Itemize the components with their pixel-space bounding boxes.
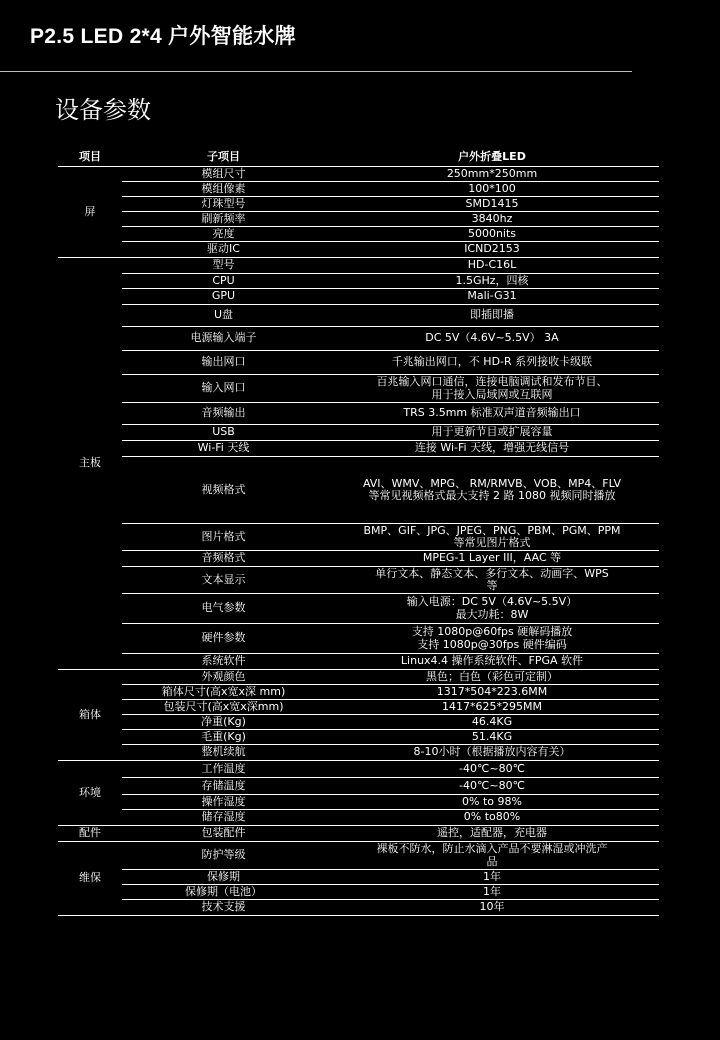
value-line: DC 5V（4.6V~5.5V） 3A bbox=[425, 331, 559, 345]
group-label: 配件 bbox=[58, 826, 122, 842]
value-line: 0% to80% bbox=[463, 810, 521, 824]
value-cell bbox=[325, 730, 659, 745]
title-divider bbox=[0, 71, 632, 72]
value-cell bbox=[325, 457, 659, 524]
value-line: 遥控，适配器，充电器 bbox=[437, 826, 547, 840]
value-line: BMP、GIF、JPG、JPEG、PNG、PBM、PGM、PPM bbox=[363, 523, 621, 537]
value-line: 46.4KG bbox=[471, 714, 513, 728]
table-row bbox=[58, 761, 659, 778]
value-line: 裸板不防水，防止水滴入产品不要淋湿或冲洗产 bbox=[376, 842, 608, 855]
table-row bbox=[58, 730, 659, 745]
table-row bbox=[58, 351, 659, 375]
value-line: 8-10小时（根据播放内容有关） bbox=[413, 745, 571, 759]
value-line-2: 等 bbox=[486, 579, 498, 592]
value-line: 100*100 bbox=[468, 181, 516, 195]
subitem-cell: 工作温度 bbox=[122, 761, 325, 778]
value-line: 单行文本、静态文本、多行文本、动画字、WPS bbox=[375, 566, 609, 580]
subitem-cell: 型号 bbox=[122, 258, 325, 274]
subitem-cell: 视频格式 bbox=[122, 457, 325, 524]
table-row bbox=[58, 258, 659, 274]
value-cell bbox=[325, 524, 659, 551]
value-cell bbox=[325, 810, 659, 826]
table-row bbox=[58, 524, 659, 551]
table-row bbox=[58, 551, 659, 567]
value-cell bbox=[325, 167, 659, 182]
table-row bbox=[58, 457, 659, 524]
subitem-cell: 输入网口 bbox=[122, 375, 325, 403]
value-cell bbox=[325, 351, 659, 375]
value-cell bbox=[325, 327, 659, 351]
group-label: 环境 bbox=[58, 761, 122, 826]
value-line: 1317*504*223.6MM bbox=[436, 684, 548, 698]
value-line-2: 等常见视频格式最大支持 2 路 1080 视频同时播放 bbox=[368, 489, 616, 502]
subitem-cell: 包装配件 bbox=[122, 826, 325, 842]
subitem-cell: 包装尺寸(高x宽x深mm) bbox=[122, 700, 325, 715]
subitem-cell: 操作湿度 bbox=[122, 795, 325, 810]
table-row bbox=[58, 274, 659, 289]
table-row bbox=[58, 441, 659, 457]
value-cell bbox=[325, 594, 659, 624]
subitem-cell: Wi-Fi 天线 bbox=[122, 441, 325, 457]
subitem-cell: 保修期 bbox=[122, 870, 325, 885]
value-cell bbox=[325, 197, 659, 212]
value-cell bbox=[325, 670, 659, 685]
value-line: Mali-G31 bbox=[467, 289, 517, 303]
value-cell bbox=[325, 654, 659, 670]
table-row bbox=[58, 685, 659, 700]
subitem-cell: 亮度 bbox=[122, 227, 325, 242]
table-row bbox=[58, 403, 659, 425]
page-title: P2.5 LED 2*4 户外智能水牌 bbox=[30, 25, 296, 48]
value-cell bbox=[325, 700, 659, 715]
value-cell bbox=[325, 685, 659, 700]
value-cell bbox=[325, 778, 659, 795]
value-cell bbox=[325, 305, 659, 327]
subitem-cell: 净重(Kg) bbox=[122, 715, 325, 730]
subitem-cell: 系统软件 bbox=[122, 654, 325, 670]
table-row bbox=[58, 826, 659, 842]
value-line: -40℃~80℃ bbox=[459, 761, 525, 775]
table-row bbox=[58, 567, 659, 594]
value-cell bbox=[325, 624, 659, 654]
table-row bbox=[58, 375, 659, 403]
table-row bbox=[58, 305, 659, 327]
subitem-cell: 毛重(Kg) bbox=[122, 730, 325, 745]
value-line: 10年 bbox=[479, 900, 505, 914]
value-line: -40℃~80℃ bbox=[459, 778, 525, 792]
value-cell bbox=[325, 258, 659, 274]
table-row bbox=[58, 900, 659, 916]
value-line: MPEG-1 Layer III，AAC 等 bbox=[422, 551, 562, 565]
value-line-2: 品 bbox=[486, 854, 498, 868]
subitem-cell: 整机续航 bbox=[122, 745, 325, 761]
value-cell bbox=[325, 761, 659, 778]
subitem-cell: 音频输出 bbox=[122, 403, 325, 425]
value-line: 连接 Wi-Fi 天线，增强无线信号 bbox=[414, 441, 570, 455]
value-cell bbox=[325, 567, 659, 594]
value-line: TRS 3.5mm 标准双声道音频输出口 bbox=[403, 406, 581, 420]
value-line: HD-C16L bbox=[467, 258, 517, 272]
value-cell bbox=[325, 826, 659, 842]
subitem-cell: GPU bbox=[122, 289, 325, 305]
value-line: 1年 bbox=[483, 884, 501, 898]
value-cell bbox=[325, 842, 659, 870]
table-row bbox=[58, 624, 659, 654]
group-label: 主板 bbox=[58, 258, 122, 670]
value-line: 0% to 98% bbox=[462, 794, 522, 808]
group-label: 箱体 bbox=[58, 670, 122, 761]
value-line-2: 最大功耗：8W bbox=[455, 607, 529, 621]
value-cell bbox=[325, 870, 659, 885]
table-row bbox=[58, 167, 659, 182]
value-cell bbox=[325, 375, 659, 403]
value-line: ICND2153 bbox=[464, 242, 520, 256]
spec-table bbox=[58, 148, 659, 916]
value-cell bbox=[325, 182, 659, 197]
subitem-cell: 图片格式 bbox=[122, 524, 325, 551]
value-line-2: 用于接入局域网或互联网 bbox=[431, 387, 553, 401]
spec-table-body bbox=[58, 167, 659, 916]
value-cell bbox=[325, 795, 659, 810]
subitem-cell: 灯珠型号 bbox=[122, 197, 325, 212]
value-line: Linux4.4 操作系统软件、FPGA 软件 bbox=[400, 654, 584, 668]
value-cell bbox=[325, 551, 659, 567]
subitem-cell: 硬件参数 bbox=[122, 624, 325, 654]
value-cell bbox=[325, 212, 659, 227]
subitem-cell: 文本显示 bbox=[122, 567, 325, 594]
subitem-cell: 音频格式 bbox=[122, 551, 325, 567]
subitem-cell: 刷新频率 bbox=[122, 212, 325, 227]
value-line: 1年 bbox=[483, 869, 501, 883]
value-line: 51.4KG bbox=[471, 729, 513, 743]
table-row bbox=[58, 327, 659, 351]
subitem-cell: 输出网口 bbox=[122, 351, 325, 375]
header-product: 户外折叠LED bbox=[325, 148, 659, 167]
subitem-cell: 技术支援 bbox=[122, 900, 325, 916]
header-item: 项目 bbox=[58, 148, 122, 167]
table-row bbox=[58, 182, 659, 197]
value-line: 1417*625*295MM bbox=[442, 699, 542, 713]
table-row bbox=[58, 670, 659, 685]
value-line: 5000nits bbox=[467, 226, 517, 240]
value-line-2: 等常见图片格式 bbox=[453, 536, 531, 549]
table-row bbox=[58, 197, 659, 212]
value-line: AVI、WMV、MPG、 RM/RMVB、VOB、MP4、FLV bbox=[362, 476, 622, 490]
table-row bbox=[58, 795, 659, 810]
table-row bbox=[58, 778, 659, 795]
value-line: 百兆输入网口通信，连接电脑调试和发布节目、 bbox=[376, 375, 608, 388]
section-heading: 设备参数 bbox=[55, 96, 151, 124]
table-row bbox=[58, 870, 659, 885]
value-line: 用于更新节目或扩展容量 bbox=[431, 425, 553, 439]
value-cell bbox=[325, 242, 659, 258]
table-row bbox=[58, 810, 659, 826]
table-row bbox=[58, 242, 659, 258]
table-row bbox=[58, 842, 659, 870]
table-row bbox=[58, 425, 659, 441]
value-line: 3840hz bbox=[471, 211, 513, 225]
value-cell bbox=[325, 745, 659, 761]
table-header-row bbox=[58, 148, 659, 167]
subitem-cell: 防护等级 bbox=[122, 842, 325, 870]
table-row bbox=[58, 212, 659, 227]
value-line: 1.5GHz，四核 bbox=[455, 273, 529, 287]
table-row bbox=[58, 289, 659, 305]
value-line: 千兆输出网口，不 HD-R 系列接收卡级联 bbox=[391, 355, 593, 369]
table-row bbox=[58, 700, 659, 715]
value-line: SMD1415 bbox=[465, 196, 519, 210]
table-row bbox=[58, 654, 659, 670]
subitem-cell: 储存湿度 bbox=[122, 810, 325, 826]
value-cell bbox=[325, 403, 659, 425]
value-line: 支持 1080p@60fps 硬解码播放 bbox=[411, 625, 573, 638]
value-cell bbox=[325, 885, 659, 900]
group-label: 屏 bbox=[58, 167, 122, 258]
subitem-cell: 模组尺寸 bbox=[122, 167, 325, 182]
value-cell bbox=[325, 227, 659, 242]
value-cell bbox=[325, 715, 659, 730]
value-line: 黑色；白色（彩色可定制） bbox=[426, 669, 558, 683]
subitem-cell: 箱体尺寸(高x宽x深 mm) bbox=[122, 685, 325, 700]
value-cell bbox=[325, 441, 659, 457]
table-row bbox=[58, 885, 659, 900]
value-line-2: 支持 1080p@30fps 硬件编码 bbox=[417, 637, 567, 651]
subitem-cell: 存储温度 bbox=[122, 778, 325, 795]
subitem-cell: CPU bbox=[122, 274, 325, 289]
subitem-cell: 外观颜色 bbox=[122, 670, 325, 685]
table-row bbox=[58, 594, 659, 624]
subitem-cell: 电气参数 bbox=[122, 594, 325, 624]
group-label: 维保 bbox=[58, 842, 122, 916]
value-line: 250mm*250mm bbox=[446, 166, 538, 180]
header-subitem: 子项目 bbox=[122, 148, 325, 167]
subitem-cell: U盘 bbox=[122, 305, 325, 327]
table-row bbox=[58, 745, 659, 761]
value-cell bbox=[325, 274, 659, 289]
table-row bbox=[58, 715, 659, 730]
subitem-cell: 保修期（电池） bbox=[122, 885, 325, 900]
subitem-cell: USB bbox=[122, 425, 325, 441]
subitem-cell: 驱动IC bbox=[122, 242, 325, 258]
value-line: 即插即播 bbox=[470, 308, 514, 322]
value-cell bbox=[325, 289, 659, 305]
subitem-cell: 电源输入端子 bbox=[122, 327, 325, 351]
subitem-cell: 模组像素 bbox=[122, 182, 325, 197]
value-line: 输入电源：DC 5V（4.6V~5.5V） bbox=[406, 595, 578, 608]
table-row bbox=[58, 227, 659, 242]
value-cell bbox=[325, 900, 659, 916]
value-cell bbox=[325, 425, 659, 441]
